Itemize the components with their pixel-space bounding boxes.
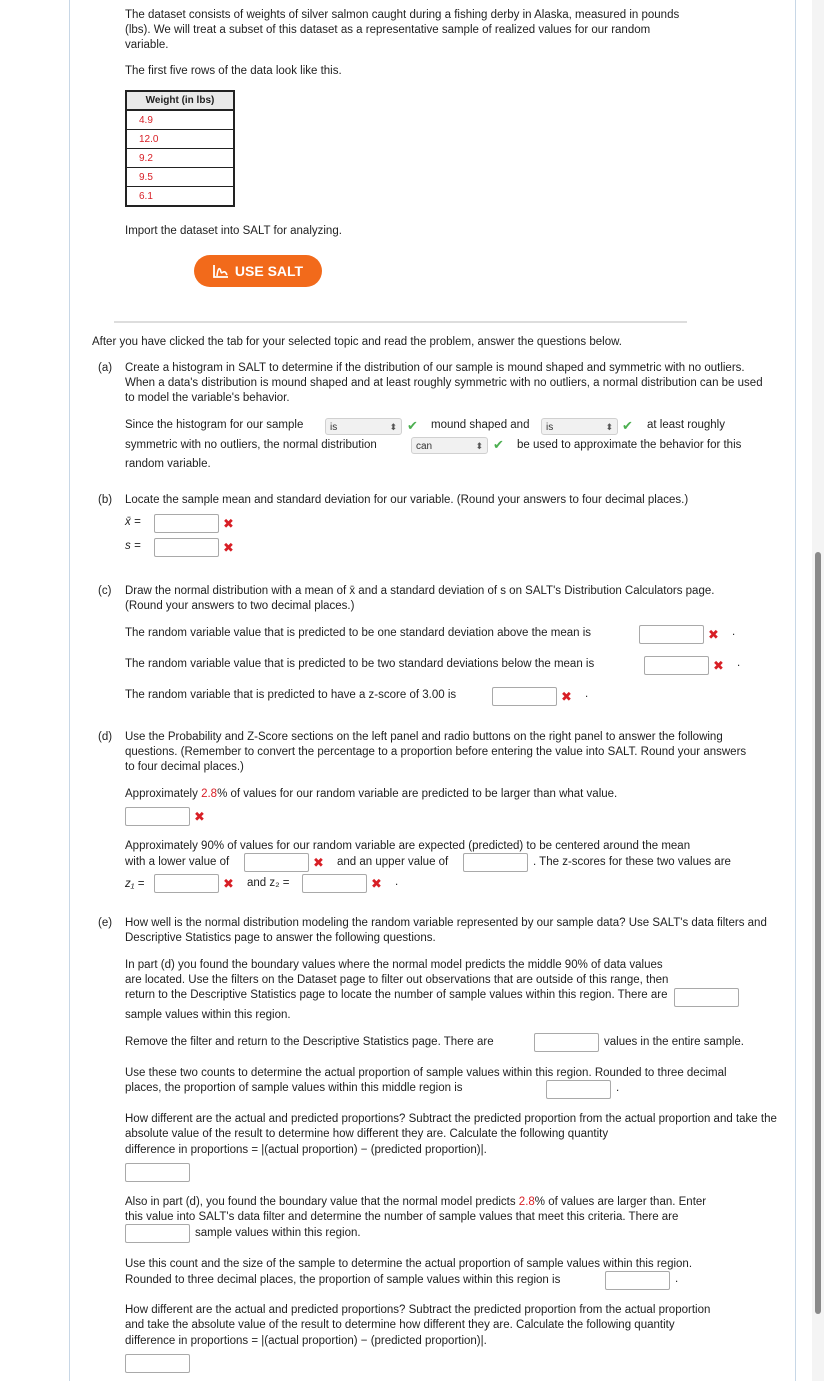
- part-d-approx-1: [125, 787, 617, 802]
- incorrect-x-icon: ✖: [708, 627, 719, 642]
- approx-suffix: % of values for our random variable are predicted to be larger than what value.: [217, 788, 618, 800]
- select-can-cannot-value: can: [416, 441, 433, 452]
- import-text: Import the dataset into SALT for analyzing.: [125, 225, 342, 237]
- z1-label: z₁ =: [125, 878, 145, 890]
- incorrect-x-icon: ✖: [713, 658, 724, 673]
- part-a-text-3: at least roughly: [647, 419, 725, 431]
- data-table: [125, 90, 235, 207]
- part-e-p4-formula: difference in proportions = |(actual proportion) − (predicted proportion)|.: [125, 1144, 487, 1156]
- part-c-label: (c): [98, 585, 112, 597]
- table-row: 9.5: [126, 168, 234, 187]
- z-score-3-input[interactable]: [492, 687, 557, 706]
- table-row: 9.2: [126, 149, 234, 168]
- larger-than-value-input[interactable]: [125, 807, 190, 826]
- content-border-left: [69, 0, 70, 1381]
- instructions: After you have clicked the tab for your selected topic and read the problem, answer the questions below.: [92, 336, 622, 348]
- part-c-rounding: (Round your answers to two decimal places.): [125, 600, 355, 612]
- part-b-label: (b): [98, 494, 113, 506]
- z-scores-text: . The z-scores for these two values are: [533, 856, 731, 868]
- lower-value-input[interactable]: [244, 853, 309, 872]
- period: .: [732, 626, 736, 638]
- incorrect-x-icon: ✖: [561, 689, 572, 704]
- part-a-text-2: mound shaped and: [431, 419, 530, 431]
- part-e-p7: How different are the actual and predicted proportions? Subtract the predicted proportion from the actual proportion: [125, 1304, 711, 1316]
- table-row: 4.9: [126, 110, 234, 130]
- part-e-p1-end: sample values within this region.: [125, 1009, 291, 1021]
- correct-check-icon: ✔: [493, 437, 504, 452]
- upper-value-label: and an upper value of: [337, 856, 449, 868]
- tail-count-input[interactable]: [125, 1224, 190, 1243]
- part-e-p5-line2: this value into SALT's data filter and determine the number of sample values that meet this criteria. There are: [125, 1211, 679, 1223]
- difference-1-input[interactable]: [125, 1163, 190, 1182]
- part-a-question: Create a histogram in SALT to determine if the distribution of our sample is mound shaped and symmetric with no outliers. When a data's distribution is mound shaped and at least roughly symmetric with no outliers, a normal distribution can be used to model the variable's behavior.: [125, 362, 763, 404]
- s-input[interactable]: [154, 538, 219, 557]
- select-symmetric[interactable]: [541, 418, 618, 435]
- part-e-p1: In part (d) you found the boundary values where the normal model predicts the middle 90% of data values are located. Use the filters on the Dataset page to filter out observations that are outside of this range, then return to the Descriptive Statistics page to locate the number of sample values within this region. There are: [125, 959, 669, 1001]
- correct-check-icon: ✔: [407, 418, 418, 433]
- xbar-label: x̄ =: [125, 516, 141, 528]
- incorrect-x-icon: ✖: [194, 809, 205, 824]
- table-row: 6.1: [126, 187, 234, 207]
- correct-check-icon: ✔: [622, 418, 633, 433]
- approx-prefix: Approximately: [125, 788, 198, 800]
- part-d-approx-2: Approximately 90% of values for our random variable are expected (predicted) to be centered around the mean: [125, 840, 691, 852]
- part-c-question: Draw the normal distribution with a mean of x̄ and a standard deviation of s on SALT's Distribution Calculators page.: [125, 585, 715, 597]
- percent-value: 2.8: [518, 1196, 535, 1208]
- one-sd-above-input[interactable]: [639, 625, 704, 644]
- chevron-updown-icon: ⬍: [389, 422, 397, 432]
- middle-region-count-input[interactable]: [674, 988, 739, 1007]
- select-can-cannot[interactable]: [411, 437, 488, 454]
- incorrect-x-icon: ✖: [313, 855, 324, 870]
- part-b-question: Locate the sample mean and standard deviation for our variable. (Round your answers to four decimal places.): [125, 494, 689, 506]
- part-e-p6: Use this count and the size of the sample to determine the actual proportion of sample values within this region.: [125, 1258, 693, 1270]
- part-e-p5: [125, 1195, 706, 1210]
- part-a-label: (a): [98, 362, 113, 374]
- part-e-p7-line2: and take the absolute value of the result to determine how different they are. Calculate the following quantity: [125, 1319, 675, 1331]
- incorrect-x-icon: ✖: [223, 516, 234, 531]
- table-row: 12.0: [126, 130, 234, 149]
- part-a-text-6: random variable.: [125, 458, 211, 470]
- part-c-line-1: The random variable value that is predicted to be one standard deviation above the mean is: [125, 627, 592, 639]
- period: .: [395, 876, 399, 888]
- part-e-p4: How different are the actual and predicted proportions? Subtract the predicted proportion from the actual proportion and take the absolute value of the result to determine how different they are. Calculate the following quantity: [125, 1113, 777, 1140]
- z2-label: and z₂ =: [247, 877, 290, 889]
- part-e-p6-line2: Rounded to three decimal places, the proportion of sample values within this region is: [125, 1274, 561, 1286]
- part-e-label: (e): [98, 917, 113, 929]
- lower-value-label: with a lower value of: [125, 856, 230, 868]
- part-a-text-1: Since the histogram for our sample: [125, 419, 304, 431]
- part-e-question: How well is the normal distribution modeling the random variable represented by our sample data? Use SALT's data filters and Descriptive Statistics page to answer the following questions.: [125, 917, 767, 944]
- part-e-p2: Remove the filter and return to the Descriptive Statistics page. There are: [125, 1036, 494, 1048]
- use-salt-button[interactable]: [194, 255, 322, 287]
- part-e-p2-end: values in the entire sample.: [604, 1036, 744, 1048]
- part-e-p7-formula: difference in proportions = |(actual proportion) − (predicted proportion)|.: [125, 1335, 487, 1347]
- incorrect-x-icon: ✖: [223, 540, 234, 555]
- incorrect-x-icon: ✖: [223, 876, 234, 891]
- p5-suffix: % of values are larger than. Enter: [534, 1196, 707, 1208]
- intro-paragraph: The dataset consists of weights of silver salmon caught during a fishing derby in Alaska, measured in pounds (lbs). We will treat a subset of this dataset as a representative sample of realized values for our random variable.: [125, 9, 680, 51]
- z1-input[interactable]: [154, 874, 219, 893]
- part-e-p5-end: sample values within this region.: [195, 1227, 361, 1239]
- part-c-line-3: The random variable that is predicted to have a z-score of 3.00 is: [125, 689, 457, 701]
- upper-value-input[interactable]: [463, 853, 528, 872]
- part-d-question: Use the Probability and Z-Score sections on the left panel and radio buttons on the right panel to answer the following questions. (Remember to convert the percentage to a proportion before entering the value into SALT. Round your answers to four decimal places.): [125, 731, 747, 773]
- p5-prefix: Also in part (d), you found the boundary value that the normal model predicts: [125, 1196, 516, 1208]
- incorrect-x-icon: ✖: [371, 876, 382, 891]
- middle-proportion-input[interactable]: [546, 1080, 611, 1099]
- part-a-text-5: be used to approximate the behavior for this: [517, 439, 742, 451]
- xbar-input[interactable]: [154, 514, 219, 533]
- period: .: [675, 1273, 679, 1285]
- select-mound-shaped-value: is: [330, 422, 338, 433]
- scrollbar-thumb[interactable]: [815, 552, 821, 1314]
- period: .: [737, 657, 741, 669]
- percent-value: 2.8: [201, 788, 218, 800]
- difference-2-input[interactable]: [125, 1354, 190, 1373]
- period: .: [616, 1082, 620, 1094]
- select-symmetric-value: is: [546, 422, 554, 433]
- tail-proportion-input[interactable]: [605, 1271, 670, 1290]
- total-count-input[interactable]: [534, 1033, 599, 1052]
- period: .: [585, 688, 589, 700]
- part-d-label: (d): [98, 731, 113, 743]
- section-divider: [114, 321, 687, 323]
- z2-input[interactable]: [302, 874, 367, 893]
- chevron-updown-icon: ⬍: [475, 441, 483, 451]
- select-mound-shaped[interactable]: [325, 418, 402, 435]
- two-sd-below-input[interactable]: [644, 656, 709, 675]
- part-e-p3: Use these two counts to determine the actual proportion of sample values within this region. Rounded to three decimal places, the proportion of sample values within this middle region is: [125, 1067, 727, 1094]
- s-label: s =: [125, 540, 141, 552]
- chevron-updown-icon: ⬍: [605, 422, 613, 432]
- salt-chart-icon: [213, 264, 229, 278]
- part-c-line-2: The random variable value that is predicted to be two standard deviations below the mean is: [125, 658, 595, 670]
- intro-table-caption: The first five rows of the data look like this.: [125, 65, 342, 77]
- use-salt-label: USE SALT: [234, 263, 304, 279]
- table-header: Weight (in lbs): [126, 91, 234, 110]
- content-border-right: [795, 0, 796, 1381]
- part-a-text-4: symmetric with no outliers, the normal distribution: [125, 439, 377, 451]
